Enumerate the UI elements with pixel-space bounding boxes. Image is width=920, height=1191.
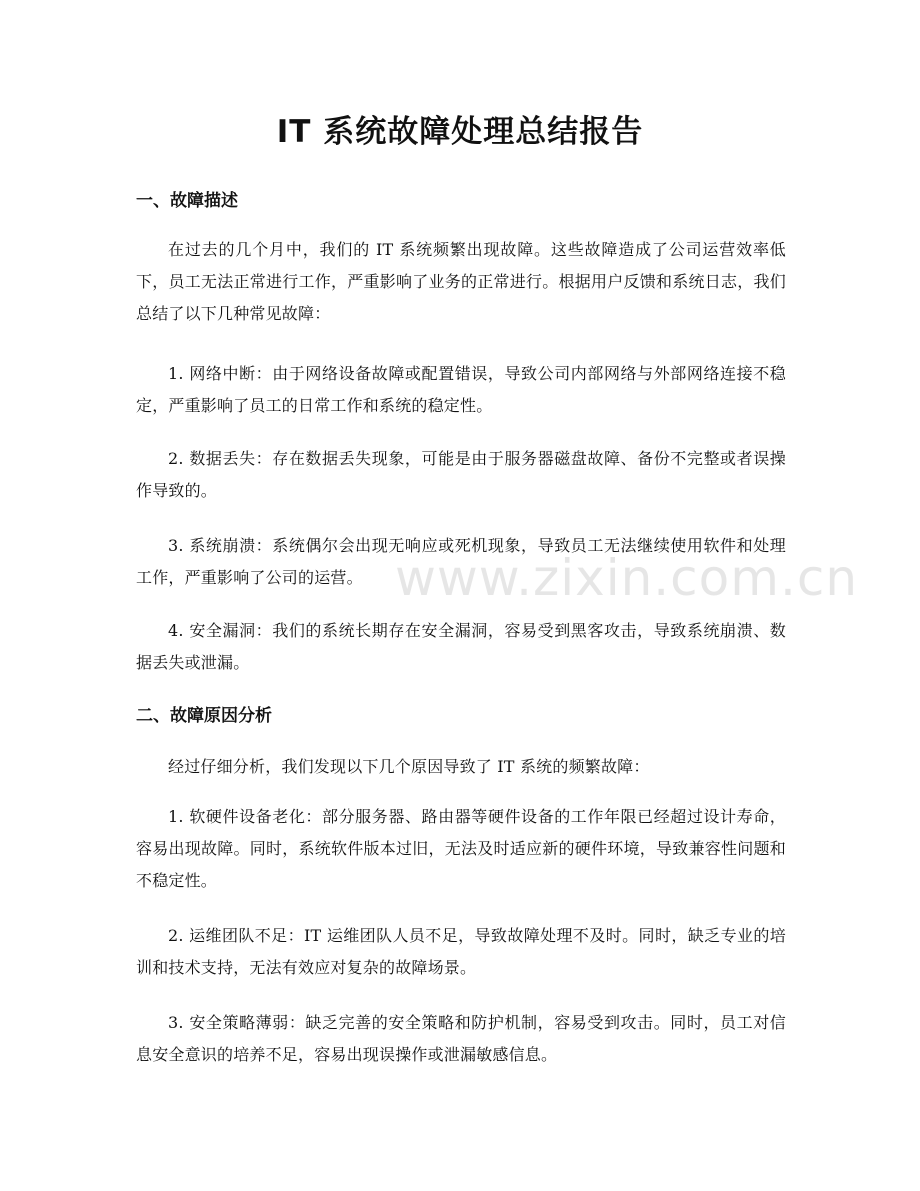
paragraph-cause-intro: 经过仔细分析，我们发现以下几个原因导致了 IT 系统的频繁故障： [168,757,650,776]
paragraph-cause-2: 2. 运维团队不足：IT 运维团队人员不足，导致故障处理不及时。同时，缺乏专业的培训和技术支持，无法有效应对复杂的故障场景。 [136,926,786,977]
document-title: IT 系统故障处理总结报告 [276,114,644,150]
paragraph-fault-1: 1. 网络中断：由于网络设备故障或配置错误，导致公司内部网络与外部网络连接不稳定，严重影响了员工的日常工作和系统的稳定性。 [136,364,786,415]
paragraph-cause-1: 1. 软硬件设备老化：部分服务器、路由器等硬件设备的工作年限已经超过设计寿命，容易出现故障。同时，系统软件版本过旧，无法及时适应新的硬件环境，导致兼容性问题和不稳定性。 [136,807,786,890]
watermark-text: www.zixin.com.cn [395,549,859,607]
section-heading-fault-description: 一、故障描述 [136,191,238,211]
paragraph-intro: 在过去的几个月中，我们的 IT 系统频繁出现故障。这些故障造成了公司运营效率低下，员工无法正常进行工作，严重影响了业务的正常进行。根据用户反馈和系统日志，我们总结了以下几种常见故障： [136,240,786,323]
section-heading-cause-analysis: 二、故障原因分析 [136,706,272,726]
paragraph-fault-4: 4. 安全漏洞：我们的系统长期存在安全漏洞，容易受到黑客攻击，导致系统崩溃、数据丢失或泄漏。 [136,621,786,672]
paragraph-fault-2: 2. 数据丢失：存在数据丢失现象，可能是由于服务器磁盘故障、备份不完整或者误操作导致的。 [136,449,786,500]
paragraph-cause-3: 3. 安全策略薄弱：缺乏完善的安全策略和防护机制，容易受到攻击。同时，员工对信息安全意识的培养不足，容易出现误操作或泄漏敏感信息。 [136,1013,786,1064]
paragraph-fault-3: 3. 系统崩溃：系统偶尔会出现无响应或死机现象，导致员工无法继续使用软件和处理工作，严重影响了公司的运营。 [136,536,786,587]
